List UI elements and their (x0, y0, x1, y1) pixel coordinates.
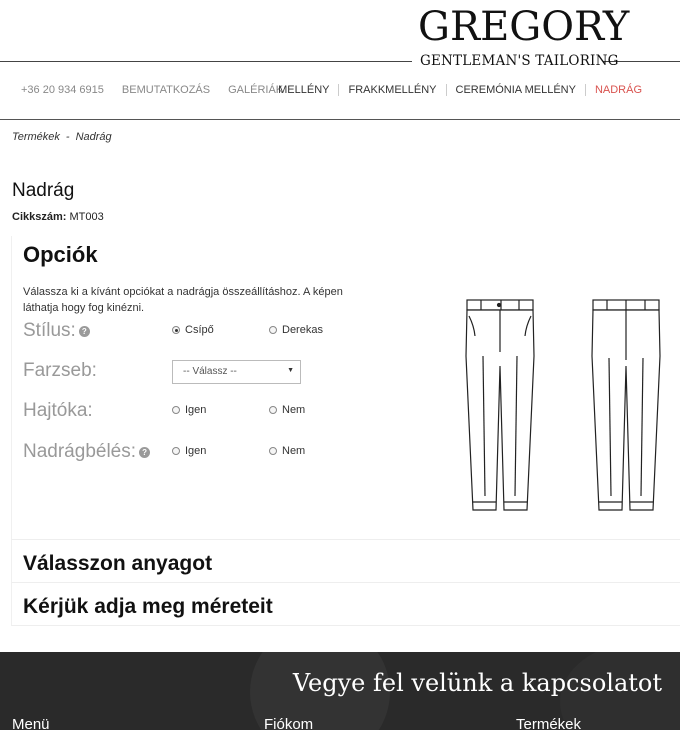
footer-col-account: Fiókom (264, 716, 314, 730)
hajtoka-option-igen-label: Igen (185, 404, 207, 416)
stilus-label (23, 320, 90, 342)
breadcrumb-nadrag[interactable]: Nadrág (75, 131, 112, 143)
nadragbeles-label-text: Nadrágbélés: (23, 441, 137, 462)
nav-ceremonia-melleny[interactable]: CEREMÓNIA MELLÉNY (446, 84, 585, 96)
measurements-section[interactable] (11, 583, 680, 626)
footer-col-products: Termékek (516, 716, 582, 730)
hajtoka-label-text: Hajtóka: (23, 400, 93, 421)
material-section[interactable] (11, 540, 680, 583)
radio-icon[interactable] (269, 406, 277, 414)
nav-bemutatkozas[interactable]: BEMUTATKOZÁS (121, 84, 211, 96)
hajtoka-option-nem[interactable] (269, 404, 305, 416)
trousers-front-icon (466, 300, 534, 510)
footer-contact-title: Vegye fel velünk a kapcsolatot (292, 669, 662, 697)
breadcrumb-termekek[interactable]: Termékek (12, 131, 60, 143)
footer-col-menu: Menü (12, 716, 50, 730)
nadragbeles-label (23, 441, 150, 463)
radio-icon[interactable] (269, 326, 277, 334)
site-header (0, 0, 680, 120)
brand-logo[interactable]: GREGORY (418, 4, 630, 50)
product-sku (12, 211, 104, 223)
radio-checked-icon[interactable] (172, 326, 180, 334)
sku-value: MT003 (69, 211, 104, 223)
nadragbeles-option-igen[interactable] (172, 445, 206, 457)
brand-rule-left (0, 61, 412, 62)
radio-icon[interactable] (172, 447, 180, 455)
site-footer (0, 652, 680, 730)
measurements-section-title[interactable]: Kérjük adja meg méreteit (23, 595, 273, 618)
nav-melleny[interactable]: MELLÉNY (278, 84, 330, 96)
material-section-title[interactable]: Válasszon anyagot (23, 552, 213, 575)
hajtoka-option-nem-label: Nem (282, 404, 306, 416)
top-nav-left (21, 84, 301, 96)
nadragbeles-option-nem-label: Nem (282, 445, 306, 457)
radio-icon[interactable] (172, 406, 180, 414)
nadragbeles-option-nem[interactable] (269, 445, 305, 457)
help-icon[interactable]: ? (79, 326, 90, 337)
nav-galeriak[interactable]: GALÉRIÁK (228, 84, 284, 96)
stilus-option-derekas-label: Derekas (282, 324, 323, 336)
nadragbeles-option-igen-label: Igen (185, 445, 207, 457)
stilus-label-text: Stílus: (23, 320, 76, 341)
hajtoka-label (23, 400, 93, 422)
top-nav-right (278, 84, 651, 96)
breadcrumb (12, 131, 112, 143)
options-title: Opciók (23, 242, 98, 267)
help-icon[interactable]: ? (139, 447, 150, 458)
options-panel (11, 236, 680, 540)
trousers-preview-image (461, 296, 680, 516)
options-description: Válassza ki a kívánt opciókat a nadrágja összeállításhoz. A képen láthatja hogy fog kinézni. (23, 286, 343, 314)
stilus-option-derekas[interactable] (269, 324, 323, 336)
farzseb-label-text: Farzseb: (23, 360, 97, 381)
farzseb-select[interactable] (172, 360, 301, 384)
stilus-option-csipo-label: Csípő (185, 324, 214, 336)
radio-icon[interactable] (269, 447, 277, 455)
hajtoka-option-igen[interactable] (172, 404, 206, 416)
chevron-down-icon: ▼ (287, 367, 294, 374)
nav-frakkmelleny[interactable]: FRAKKMELLÉNY (338, 84, 445, 96)
trousers-back-icon (592, 300, 660, 510)
phone-link[interactable]: +36 20 934 6915 (21, 84, 104, 96)
stilus-option-csipo[interactable] (172, 324, 214, 336)
nav-nadrag[interactable]: NADRÁG (585, 84, 651, 96)
farzseb-label (23, 360, 97, 382)
farzseb-select-value: -- Válassz -- (183, 366, 237, 377)
brand-tagline: GENTLEMAN'S TAILORING (420, 53, 619, 69)
breadcrumb-separator: - (65, 131, 70, 143)
product-title: Nadrág (12, 180, 75, 201)
sku-label: Cikkszám: (12, 211, 67, 223)
